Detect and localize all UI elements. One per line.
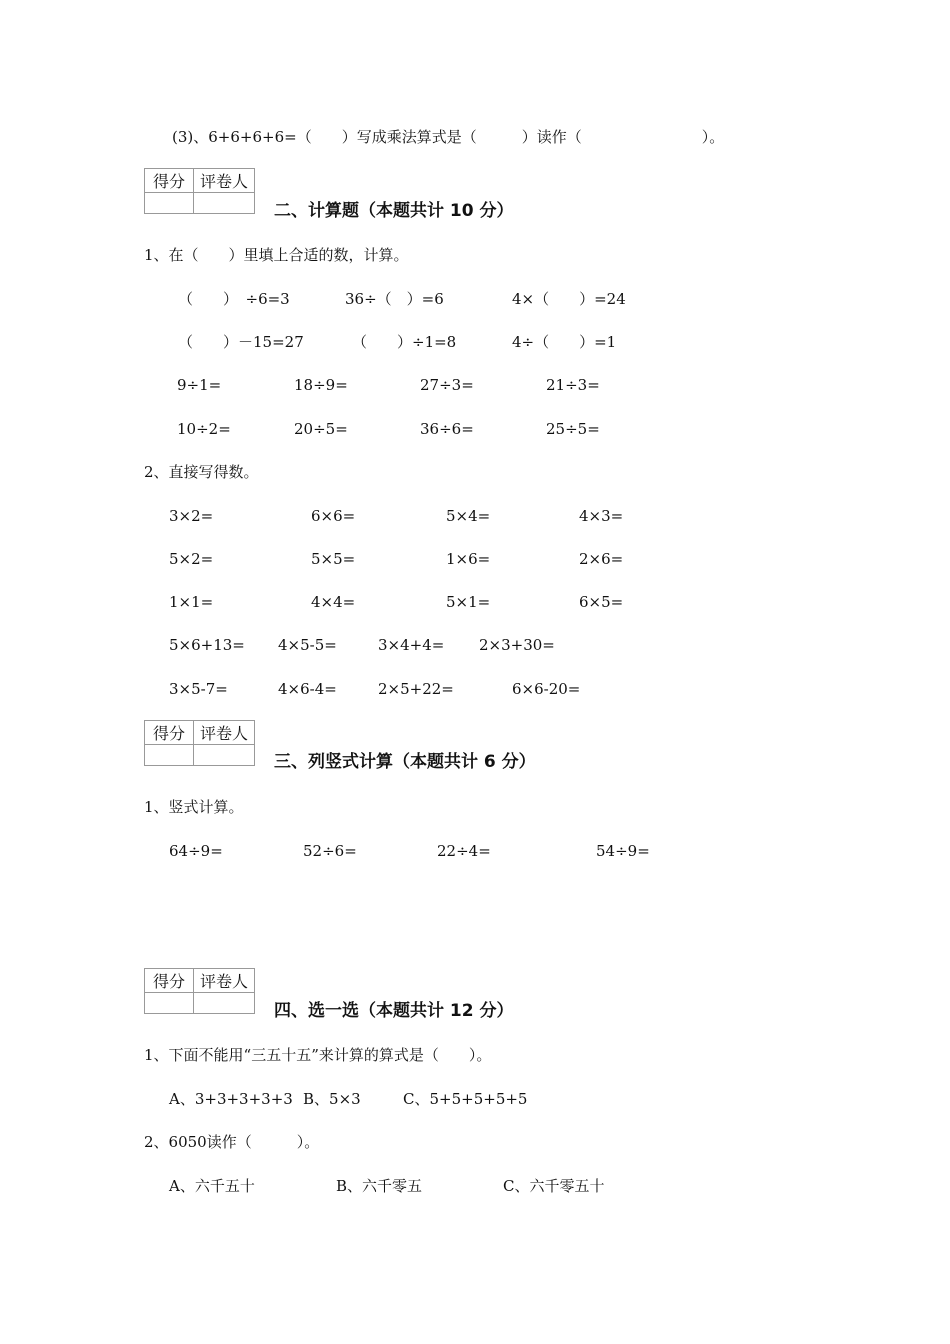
question-prompt: 1、在（ ）里填上合适的数，计算。 <box>144 246 409 264</box>
score-cell[interactable] <box>145 193 194 214</box>
calc-item: 1×1= <box>169 593 214 611</box>
score-label: 得分 <box>145 721 194 745</box>
calc-item: 4×3= <box>579 507 624 525</box>
question-3: (3)、6+6+6+6=（ ）写成乘法算式是（ ）读作（ ）。 <box>172 128 725 146</box>
reviewer-label: 评卷人 <box>194 969 255 993</box>
calc-item: 25÷5= <box>546 420 600 438</box>
calc-item: 9÷1= <box>177 376 222 394</box>
calc-item: 4×6-4= <box>278 680 337 698</box>
calc-item: 3×4+4= <box>378 636 445 654</box>
score-box <box>144 720 255 766</box>
calc-item: 20÷5= <box>294 420 348 438</box>
calc-item: 5×1= <box>446 593 491 611</box>
score-cell[interactable] <box>145 745 194 766</box>
calc-item: 4×4= <box>311 593 356 611</box>
fill-in-item: （ ） ÷6=3 <box>178 290 290 308</box>
fill-in-item: 4×（ ）=24 <box>512 290 626 308</box>
calc-item: 6×6= <box>311 507 356 525</box>
score-box <box>144 968 255 1014</box>
score-cell[interactable] <box>145 993 194 1014</box>
reviewer-label: 评卷人 <box>194 721 255 745</box>
calc-item: 5×5= <box>311 550 356 568</box>
option-a[interactable]: A、六千五十 <box>169 1177 255 1195</box>
fill-in-item: （ ）÷1=8 <box>352 333 457 351</box>
calc-item: 22÷4= <box>437 842 491 860</box>
fill-in-item: 4÷（ ）=1 <box>512 333 617 351</box>
calc-item: 21÷3= <box>546 376 600 394</box>
question-prompt: 1、下面不能用“三五十五”来计算的算式是（ ）。 <box>144 1046 492 1064</box>
calc-item: 10÷2= <box>177 420 231 438</box>
question-prompt: 2、直接写得数。 <box>144 463 259 481</box>
calc-item: 54÷9= <box>596 842 650 860</box>
section-title: 三、列竖式计算（本题共计 6 分） <box>274 752 536 772</box>
option-c[interactable]: C、六千零五十 <box>503 1177 605 1195</box>
calc-item: 5×6+13= <box>169 636 245 654</box>
section-title: 四、选一选（本题共计 12 分） <box>274 1001 514 1021</box>
calc-item: 5×2= <box>169 550 214 568</box>
score-box <box>144 168 255 214</box>
calc-item: 36÷6= <box>420 420 474 438</box>
calc-item: 2×5+22= <box>378 680 454 698</box>
calc-item: 6×6-20= <box>512 680 581 698</box>
fill-in-item: 36÷（ ）=6 <box>345 290 444 308</box>
reviewer-cell[interactable] <box>194 993 255 1014</box>
calc-item: 6×5= <box>579 593 624 611</box>
option-a[interactable]: A、3+3+3+3+3 <box>169 1090 293 1108</box>
calc-item: 2×3+30= <box>479 636 555 654</box>
calc-item: 18÷9= <box>294 376 348 394</box>
calc-item: 1×6= <box>446 550 491 568</box>
option-b[interactable]: B、六千零五 <box>336 1177 423 1195</box>
score-label: 得分 <box>145 969 194 993</box>
question-prompt: 1、竖式计算。 <box>144 798 244 816</box>
calc-item: 64÷9= <box>169 842 223 860</box>
calc-item: 2×6= <box>579 550 624 568</box>
reviewer-label: 评卷人 <box>194 169 255 193</box>
reviewer-cell[interactable] <box>194 745 255 766</box>
reviewer-cell[interactable] <box>194 193 255 214</box>
calc-item: 27÷3= <box>420 376 474 394</box>
section-title: 二、计算题（本题共计 10 分） <box>274 201 514 221</box>
fill-in-item: （ ）－15=27 <box>178 333 304 351</box>
calc-item: 3×5-7= <box>169 680 228 698</box>
question-prompt: 2、6050读作（ ）。 <box>144 1133 320 1151</box>
option-c[interactable]: C、5+5+5+5+5 <box>403 1090 528 1108</box>
score-label: 得分 <box>145 169 194 193</box>
calc-item: 4×5-5= <box>278 636 337 654</box>
calc-item: 52÷6= <box>303 842 357 860</box>
calc-item: 3×2= <box>169 507 214 525</box>
option-b[interactable]: B、5×3 <box>303 1090 361 1108</box>
calc-item: 5×4= <box>446 507 491 525</box>
